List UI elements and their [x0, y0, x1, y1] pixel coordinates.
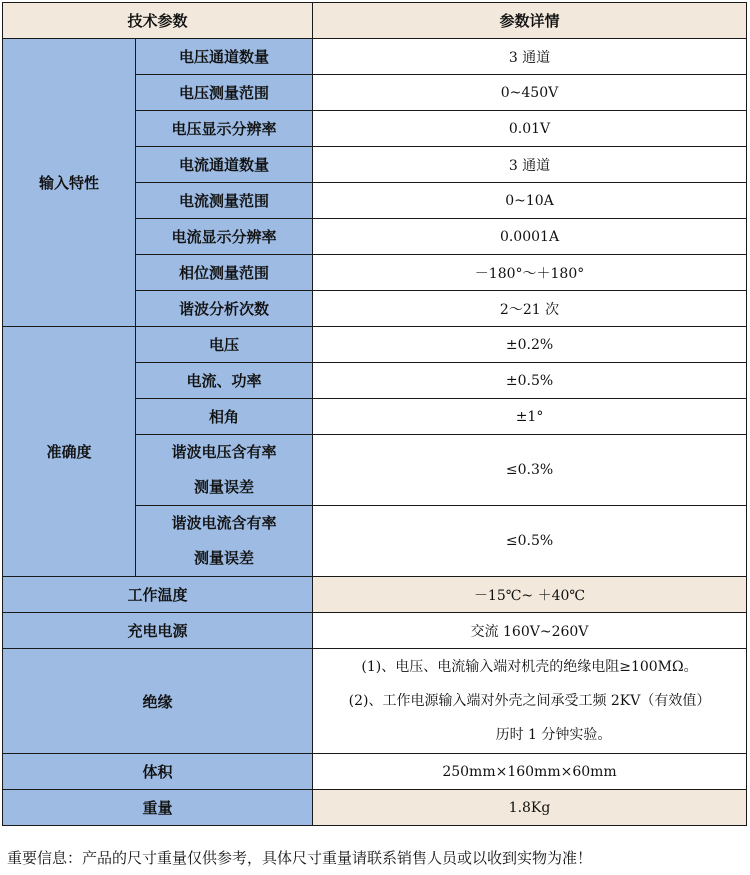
- header-detail: 参数详情: [313, 3, 747, 39]
- volume-value: 250mm×160mm×60mm: [313, 754, 747, 790]
- row-label-line1: 谐波电流含有率: [171, 514, 277, 532]
- row-label-line2: 测量误差: [194, 549, 255, 567]
- row-value: －180°～＋180°: [313, 255, 747, 291]
- row-label: 电流通道数量: [136, 147, 313, 183]
- spec-table: [2, 2, 747, 826]
- table-header-row: [3, 3, 747, 39]
- row-label: 电压: [136, 327, 313, 363]
- row-value: ≤0.3%: [313, 435, 747, 506]
- row-label: 电压测量范围: [136, 75, 313, 111]
- table-row: [3, 39, 747, 75]
- group-accuracy-label: 准确度: [3, 327, 136, 577]
- group-input-label: 输入特性: [3, 39, 136, 327]
- table-row: [3, 649, 747, 754]
- temperature-value: －15℃~ ＋40℃: [313, 577, 747, 613]
- row-label: [136, 506, 313, 577]
- important-note: 重要信息：产品的尺寸重量仅供参考，具体尺寸重量请联系销售人员或以收到实物为准！: [7, 849, 593, 867]
- row-label-line2: 测量误差: [194, 478, 255, 496]
- row-value: 3 通道: [313, 147, 747, 183]
- weight-value: 1.8Kg: [313, 790, 747, 826]
- row-label: 电压显示分辨率: [136, 111, 313, 147]
- row-value: ±0.2%: [313, 327, 747, 363]
- power-label: 充电电源: [3, 613, 313, 649]
- row-label: 相角: [136, 399, 313, 435]
- insulation-line-2: (2)、工作电源输入端对外壳之间承受工频 2KV（有效值）: [348, 693, 711, 709]
- row-value: ±0.5%: [313, 363, 747, 399]
- table-row: [3, 790, 747, 826]
- table-row: [3, 327, 747, 363]
- row-value: 0.01V: [313, 111, 747, 147]
- power-value: 交流 160V~260V: [313, 613, 747, 649]
- row-label: 电流测量范围: [136, 183, 313, 219]
- insulation-line-3: 历时 1 分钟实验。: [495, 727, 612, 743]
- row-value: 3 通道: [313, 39, 747, 75]
- row-label: 电流显示分辨率: [136, 219, 313, 255]
- row-value: 0~10A: [313, 183, 747, 219]
- table-row: [3, 577, 747, 613]
- row-label: 谐波分析次数: [136, 291, 313, 327]
- header-param: 技术参数: [3, 3, 313, 39]
- temperature-label: 工作温度: [3, 577, 313, 613]
- row-label: 电压通道数量: [136, 39, 313, 75]
- row-value: ±1°: [313, 399, 747, 435]
- row-value: 0~450V: [313, 75, 747, 111]
- row-label: [136, 435, 313, 506]
- weight-label: 重量: [3, 790, 313, 826]
- row-value: 0.0001A: [313, 219, 747, 255]
- volume-label: 体积: [3, 754, 313, 790]
- insulation-line-1: (1)、电压、电流输入端对机壳的绝缘电阻≥100MΩ。: [361, 659, 698, 675]
- insulation-label: 绝缘: [3, 649, 313, 754]
- insulation-value: [313, 649, 747, 754]
- row-label-line1: 谐波电压含有率: [171, 443, 277, 461]
- table-row: [3, 613, 747, 649]
- row-label: 相位测量范围: [136, 255, 313, 291]
- row-label: 电流、功率: [136, 363, 313, 399]
- table-row: [3, 754, 747, 790]
- row-value: ≤0.5%: [313, 506, 747, 577]
- row-value: 2～21 次: [313, 291, 747, 327]
